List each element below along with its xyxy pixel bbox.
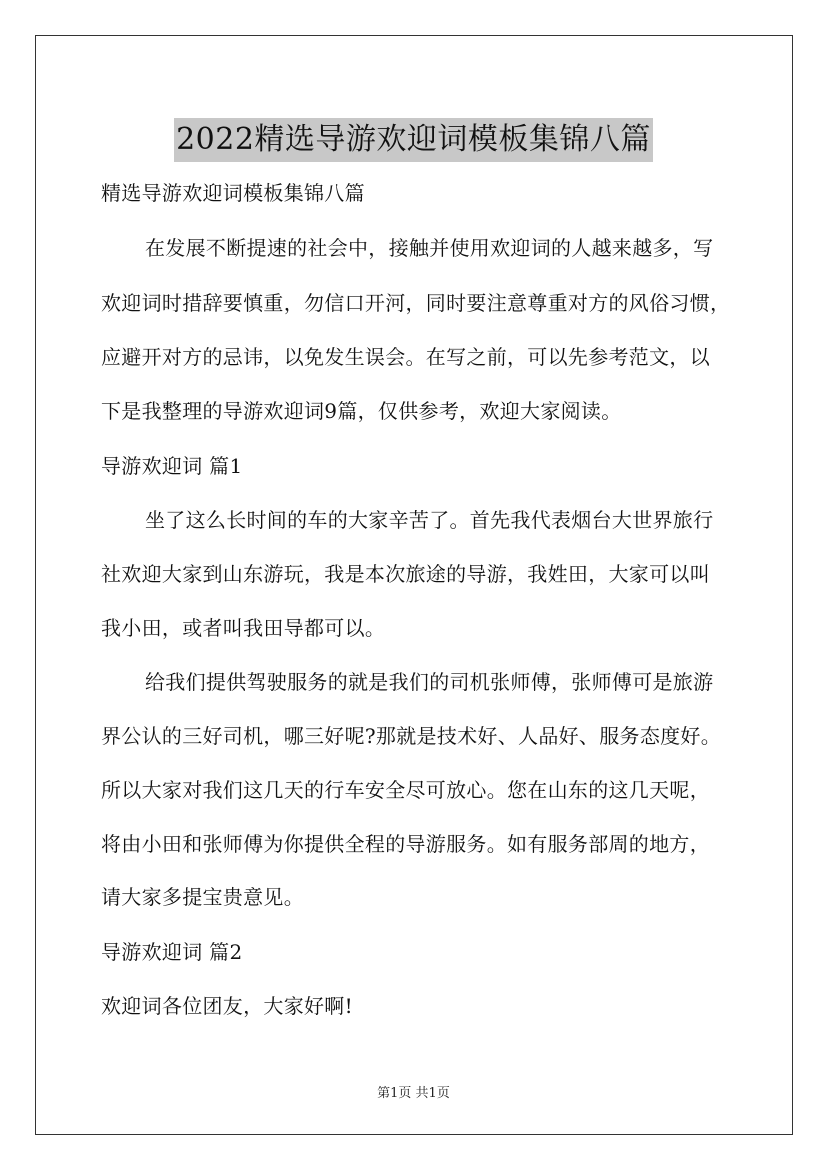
paragraph-line: 请大家多提宝贵意见。	[101, 885, 304, 909]
intro-line: 下是我整理的导游欢迎词9篇，仅供参考，欢迎大家阅读。	[101, 399, 622, 423]
paragraph-line: 给我们提供驾驶服务的就是我们的司机张师傅，张师傅可是旅游	[145, 670, 714, 694]
subtitle: 精选导游欢迎词模板集锦八篇	[101, 181, 365, 205]
paragraph-line: 我小田，或者叫我田导都可以。	[101, 616, 386, 640]
paragraph-line: 坐了这么长时间的车的大家辛苦了。首先我代表烟台大世界旅行	[145, 508, 714, 532]
paragraph-line: 界公认的三好司机，哪三好呢?那就是技术好、人品好、服务态度好。	[101, 724, 722, 748]
paragraph-line: 将由小田和张师傅为你提供全程的导游服务。如有服务部周的地方，	[101, 832, 710, 856]
intro-line: 在发展不断提速的社会中，接触并使用欢迎词的人越来越多，写	[145, 236, 714, 260]
section-heading: 导游欢迎词 篇1	[101, 454, 243, 478]
document-title: 2022精选导游欢迎词模板集锦八篇	[174, 118, 653, 162]
intro-line: 应避开对方的忌讳，以免发生误会。在写之前，可以先参考范文，以	[101, 345, 710, 369]
paragraph-line: 社欢迎大家到山东游玩，我是本次旅途的导游，我姓田，大家可以叫	[101, 562, 710, 586]
paragraph-line: 欢迎词各位团友，大家好啊!	[101, 994, 353, 1018]
intro-line: 欢迎词时措辞要慎重，勿信口开河，同时要注意尊重对方的风俗习惯，	[101, 291, 731, 315]
page-number-footer: 第1页 共1页	[377, 1086, 450, 1101]
paragraph-line: 所以大家对我们这几天的行车安全尽可放心。您在山东的这几天呢，	[101, 778, 710, 802]
section-heading: 导游欢迎词 篇2	[101, 940, 243, 964]
